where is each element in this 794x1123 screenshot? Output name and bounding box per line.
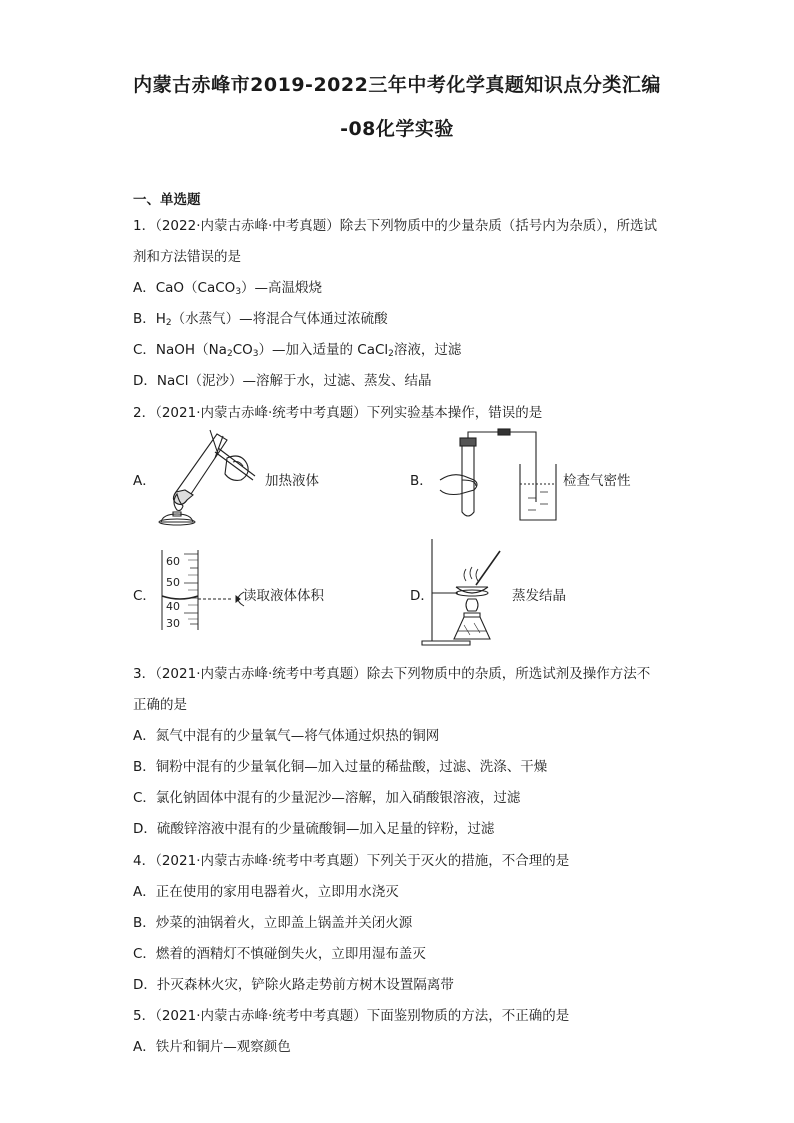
q2-stem: 2．（2021·内蒙古赤峰·统考中考真题）下列实验基本操作，错误的是 xyxy=(133,405,543,421)
section-heading: 一、单选题 xyxy=(133,192,201,208)
q4-option-a: A．正在使用的家用电器着火，立即用水浇灭 xyxy=(133,884,399,900)
q1-stem-line2: 剂和方法错误的是 xyxy=(133,249,241,265)
evaporation-illustration xyxy=(420,537,510,647)
document-title-line2: -08化学实验 xyxy=(340,118,454,140)
q3-option-a: A．氮气中混有的少量氧气—将气体通过炽热的铜网 xyxy=(133,728,440,744)
q5-option-a: A．铁片和铜片—观察颜色 xyxy=(133,1039,291,1055)
q4-option-d: D．扑灭森林火灾，铲除火路走势前方树木设置隔离带 xyxy=(133,977,454,993)
q3-option-d: D．硫酸锌溶液中混有的少量硫酸铜—加入足量的锌粉，过滤 xyxy=(133,821,495,837)
q3-stem-line1: 3．（2021·内蒙古赤峰·统考中考真题）除去下列物质中的杂质，所选试剂及操作方法不 xyxy=(133,666,651,682)
q2-option-d-caption: 蒸发结晶 xyxy=(512,588,566,604)
q5-stem: 5．（2021·内蒙古赤峰·统考中考真题）下面鉴别物质的方法，不正确的是 xyxy=(133,1008,570,1024)
tick-label: 30 xyxy=(166,617,180,630)
q4-option-c: C．燃着的酒精灯不慎碰倒失火，立即用湿布盖灭 xyxy=(133,946,426,962)
q2-option-a-letter: A． xyxy=(133,473,156,489)
heating-liquid-illustration xyxy=(155,428,265,524)
q3-stem-line2: 正确的是 xyxy=(133,697,187,713)
q2-option-b-caption: 检查气密性 xyxy=(563,473,631,489)
q2-option-b-letter: B． xyxy=(410,473,433,489)
q4-option-b: B．炒菜的油锅着火，立即盖上锅盖并关闭火源 xyxy=(133,915,413,931)
q1-option-a: A．CaO（CaCO$_3$）—高温煅烧 xyxy=(133,280,323,297)
q4-stem: 4．（2021·内蒙古赤峰·统考中考真题）下列关于灭火的措施，不合理的是 xyxy=(133,853,570,869)
q2-option-a-caption: 加热液体 xyxy=(265,473,319,489)
airtightness-check-illustration xyxy=(432,428,562,524)
tick-label: 60 xyxy=(166,555,180,568)
q3-option-c: C．氯化钠固体中混有的少量泥沙—溶解，加入硝酸银溶液，过滤 xyxy=(133,790,521,806)
q3-option-b: B．铜粉中混有的少量氧化铜—加入过量的稀盐酸，过滤、洗涤、干燥 xyxy=(133,759,548,775)
q2-option-d-letter: D． xyxy=(410,588,434,604)
q2-option-c-caption: 读取液体体积 xyxy=(243,588,324,604)
tick-label: 40 xyxy=(166,600,180,613)
tick-label: 50 xyxy=(166,576,180,589)
q1-option-c: C．$NaOH(Na_2CO_3)—$加入适量的 CaCl$_2$溶液，过滤 xyxy=(133,342,462,359)
q1-option-d: D．NaCl（泥沙）—溶解于水，过滤、蒸发、结晶 xyxy=(133,373,432,389)
q2-option-c-letter: C． xyxy=(133,588,156,604)
document-title-line1: 内蒙古赤峰市2019-2022三年中考化学真题知识点分类汇编 xyxy=(133,74,661,96)
reading-volume-illustration xyxy=(160,550,250,630)
q1-stem-line1: 1．（2022·内蒙古赤峰·中考真题）除去下列物质中的少量杂质（括号内为杂质），所选试 xyxy=(133,218,658,234)
q1-option-b: B．$H_2$（水蒸气）—将混合气体通过浓硫酸 xyxy=(133,311,388,328)
